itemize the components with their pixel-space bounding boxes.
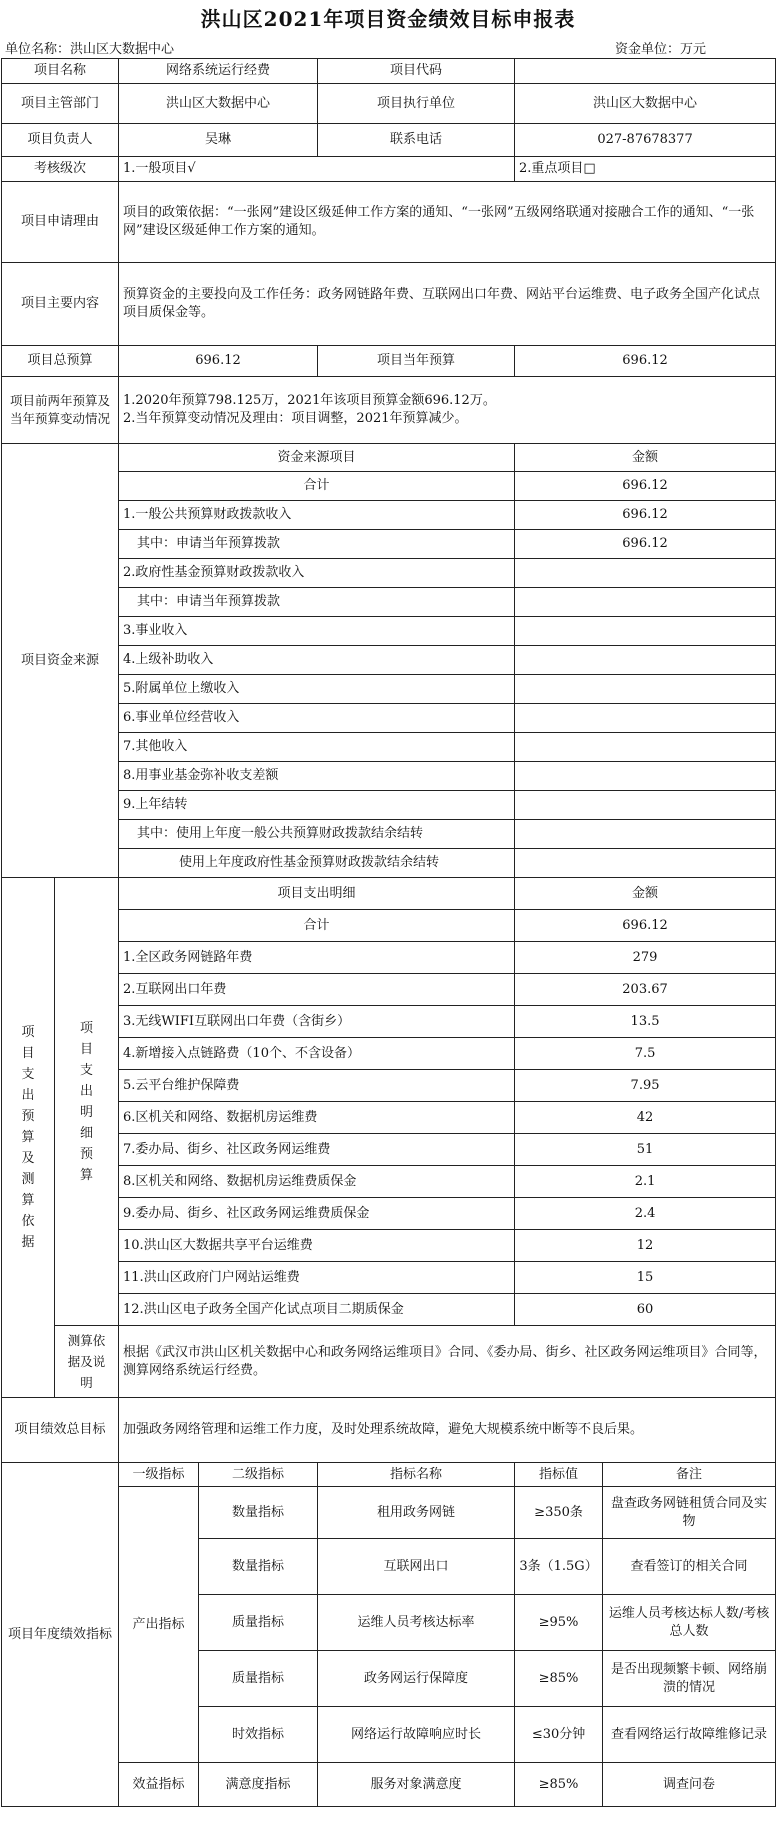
indicators-header-level1: 一级指标 (119, 1463, 199, 1487)
funding-item: 3.事业收入 (119, 617, 515, 646)
funding-item: 6.事业单位经营收入 (119, 704, 515, 733)
indicator-level2: 质量指标 (199, 1651, 318, 1707)
expense-item: 4.新增接入点链路费（10个、不含设备） (119, 1038, 515, 1070)
funding-row (2, 501, 776, 530)
row-content (2, 263, 776, 346)
funding-row (2, 791, 776, 820)
funding-amount (515, 820, 776, 849)
expense-row (2, 910, 776, 942)
funding-row (2, 849, 776, 878)
expense-row (2, 1038, 776, 1070)
expense-row (2, 1230, 776, 1262)
expense-amount: 7.5 (515, 1038, 776, 1070)
expense-row (2, 1166, 776, 1198)
page-title: 洪山区2021年项目资金绩效目标申报表 (200, 7, 576, 31)
funding-header-amount: 金额 (515, 444, 776, 472)
indicator-note: 查看网络运行故障维修记录 (603, 1707, 776, 1763)
indicators-label: 项目年度绩效指标 (2, 1463, 119, 1807)
project-name-value: 网络系统运行经费 (119, 59, 318, 84)
funding-row (2, 675, 776, 704)
funding-item: 2.政府性基金预算财政拨款收入 (119, 559, 515, 588)
row-budget (2, 346, 776, 377)
expense-row (2, 1102, 776, 1134)
indicator-name: 运维人员考核达标率 (318, 1595, 515, 1651)
funding-row (2, 559, 776, 588)
exec-unit-value: 洪山区大数据中心 (515, 84, 776, 124)
reason-text: 项目的政策依据：“一张网”建设区级延伸工作方案的通知、“一张网”五级网络联通对接融合工作的通知、“一张网”建设区级延伸工作方案的通知。 (119, 182, 776, 263)
indicator-value: ≤30分钟 (515, 1707, 603, 1763)
indicator-level2: 满意度指标 (199, 1763, 318, 1807)
expense-amount: 279 (515, 942, 776, 974)
level-option-key: 2.重点项目□ (515, 157, 776, 182)
expense-amount: 60 (515, 1294, 776, 1326)
content-text: 预算资金的主要投向及工作任务：政务网链路年费、互联网出口年费、网站平台运维费、电子政务全国产化试点项目质保金等。 (119, 263, 776, 346)
indicator-level2: 时效指标 (199, 1707, 318, 1763)
funding-row (2, 762, 776, 791)
funding-row (2, 588, 776, 617)
expense-basis-row (2, 1326, 776, 1398)
indicator-value: 3条（1.5G） (515, 1539, 603, 1595)
expense-basis-text: 根据《武汉市洪山区机关数据中心和政务网络运维项目》合同、《委办局、街乡、社区政务网运维项目》合同等，测算网络系统运行经费。 (119, 1326, 776, 1398)
expense-item: 1.全区政务网链路年费 (119, 942, 515, 974)
expense-amount: 2.4 (515, 1198, 776, 1230)
row-level (2, 157, 776, 182)
funding-row (2, 646, 776, 675)
indicator-value: ≥85% (515, 1763, 603, 1807)
owner-label: 项目负责人 (2, 124, 119, 157)
content-label: 项目主要内容 (2, 263, 119, 346)
row-project-name (2, 59, 776, 84)
change-line-2: 2.当年预算变动情况及理由：项目调整，2021年预算减少。 (123, 411, 468, 426)
funding-amount: 696.12 (515, 501, 776, 530)
funding-amount (515, 646, 776, 675)
funding-header-item: 资金来源项目 (119, 444, 515, 472)
indicators-header-level2: 二级指标 (199, 1463, 318, 1487)
project-name-label: 项目名称 (2, 59, 119, 84)
indicator-name: 政务网运行保障度 (318, 1651, 515, 1707)
expense-amount: 7.95 (515, 1070, 776, 1102)
expense-row (2, 1006, 776, 1038)
expense-item: 7.委办局、街乡、社区政务网运维费 (119, 1134, 515, 1166)
change-text (119, 377, 776, 444)
indicator-row (2, 1487, 776, 1539)
expense-item: 2.互联网出口年费 (119, 974, 515, 1006)
funding-label: 项目资金来源 (2, 444, 119, 878)
expense-amount: 51 (515, 1134, 776, 1166)
current-budget-label: 项目当年预算 (318, 346, 515, 377)
indicator-value: ≥95% (515, 1595, 603, 1651)
funding-item: 使用上年度政府性基金预算财政拨款结余结转 (119, 849, 515, 878)
dept-value: 洪山区大数据中心 (119, 84, 318, 124)
expense-label: 项目支出预算及测算依据 (2, 878, 55, 1398)
expense-amount: 42 (515, 1102, 776, 1134)
indicator-level2: 质量指标 (199, 1595, 318, 1651)
expense-amount: 203.67 (515, 974, 776, 1006)
expense-item: 9.委办局、街乡、社区政务网运维费质保金 (119, 1198, 515, 1230)
funding-amount: 696.12 (515, 472, 776, 501)
funding-amount (515, 791, 776, 820)
funding-row (2, 472, 776, 501)
funding-amount (515, 617, 776, 646)
funding-item: 其中：申请当年预算拨款 (119, 530, 515, 559)
funding-amount (515, 733, 776, 762)
expense-detail-label: 项目支出明细预算 (55, 878, 119, 1326)
funding-item: 7.其他收入 (119, 733, 515, 762)
indicator-note: 盘查政务网链租赁合同及实物 (603, 1487, 776, 1539)
indicator-name: 租用政务网链 (318, 1487, 515, 1539)
expense-row (2, 942, 776, 974)
indicator-benefit-label: 效益指标 (119, 1763, 199, 1807)
row-dept (2, 84, 776, 124)
expense-item: 10.洪山区大数据共享平台运维费 (119, 1230, 515, 1262)
expense-amount: 696.12 (515, 910, 776, 942)
funding-item: 1.一般公共预算财政拨款收入 (119, 501, 515, 530)
funding-amount (515, 704, 776, 733)
funding-item: 8.用事业基金弥补收支差额 (119, 762, 515, 791)
expense-amount: 15 (515, 1262, 776, 1294)
funding-row (2, 704, 776, 733)
expense-row (2, 1294, 776, 1326)
expense-row (2, 1070, 776, 1102)
phone-label: 联系电话 (318, 124, 515, 157)
total-budget-label: 项目总预算 (2, 346, 119, 377)
indicator-name: 互联网出口 (318, 1539, 515, 1595)
indicator-name: 服务对象满意度 (318, 1763, 515, 1807)
level-option-general: 1.一般项目√ (119, 157, 515, 182)
indicator-note: 是否出现频繁卡顿、网络崩溃的情况 (603, 1651, 776, 1707)
goal-text: 加强政务网络管理和运维工作力度，及时处理系统故障，避免大规模系统中断等不良后果。 (119, 1398, 776, 1463)
funding-row (2, 820, 776, 849)
indicators-header-row (2, 1463, 776, 1487)
row-change (2, 377, 776, 444)
unit-name: 单位名称：洪山区大数据中心 (5, 42, 175, 57)
expense-item: 3.无线WIFI互联网出口年费（含街乡） (119, 1006, 515, 1038)
indicator-output-label: 产出指标 (119, 1487, 199, 1763)
indicator-note: 查看签订的相关合同 (603, 1539, 776, 1595)
row-owner (2, 124, 776, 157)
declaration-table (1, 58, 776, 1807)
funding-item: 4.上级补助收入 (119, 646, 515, 675)
funding-row (2, 617, 776, 646)
indicator-level2: 数量指标 (199, 1487, 318, 1539)
expense-item: 8.区机关和网络、数据机房运维费质保金 (119, 1166, 515, 1198)
goal-label: 项目绩效总目标 (2, 1398, 119, 1463)
change-label: 项目前两年预算及当年预算变动情况 (2, 377, 119, 444)
total-budget-value: 696.12 (119, 346, 318, 377)
expense-row (2, 1198, 776, 1230)
funding-row (2, 733, 776, 762)
change-line-1: 1.2020年预算798.125万，2021年该项目预算金额696.12万。 (123, 393, 496, 408)
current-budget-value: 696.12 (515, 346, 776, 377)
expense-item: 12.洪山区电子政务全国产化试点项目二期质保金 (119, 1294, 515, 1326)
indicator-level2: 数量指标 (199, 1539, 318, 1595)
indicator-row (2, 1763, 776, 1807)
row-goal (2, 1398, 776, 1463)
indicator-value: ≥85% (515, 1651, 603, 1707)
currency-unit: 资金单位：万元 (614, 42, 706, 57)
funding-item: 合计 (119, 472, 515, 501)
expense-row (2, 1262, 776, 1294)
expense-header-item: 项目支出明细 (119, 878, 515, 910)
project-code-value (515, 59, 776, 84)
expense-row (2, 974, 776, 1006)
expense-item: 11.洪山区政府门户网站运维费 (119, 1262, 515, 1294)
row-reason (2, 182, 776, 263)
funding-amount (515, 588, 776, 617)
phone-value: 027-87678377 (515, 124, 776, 157)
expense-header-row (2, 878, 776, 910)
owner-value: 吴琳 (119, 124, 318, 157)
funding-row (2, 530, 776, 559)
expense-row (2, 1134, 776, 1166)
expense-basis-label: 测算依据及说明 (55, 1326, 119, 1398)
dept-label: 项目主管部门 (2, 84, 119, 124)
indicator-note: 运维人员考核达标人数/考核总人数 (603, 1595, 776, 1651)
indicator-note: 调查问卷 (603, 1763, 776, 1807)
expense-amount: 12 (515, 1230, 776, 1262)
indicators-header-name: 指标名称 (318, 1463, 515, 1487)
expense-amount: 13.5 (515, 1006, 776, 1038)
expense-amount: 2.1 (515, 1166, 776, 1198)
exec-unit-label: 项目执行单位 (318, 84, 515, 124)
funding-amount (515, 849, 776, 878)
funding-item: 其中：使用上年度一般公共预算财政拨款结余结转 (119, 820, 515, 849)
funding-amount (515, 675, 776, 704)
funding-item: 其中：申请当年预算拨款 (119, 588, 515, 617)
expense-item: 6.区机关和网络、数据机房运维费 (119, 1102, 515, 1134)
indicators-header-value: 指标值 (515, 1463, 603, 1487)
expense-header-amount: 金额 (515, 878, 776, 910)
expense-item: 5.云平台维护保障费 (119, 1070, 515, 1102)
level-label: 考核级次 (2, 157, 119, 182)
funding-amount (515, 762, 776, 791)
funding-amount: 696.12 (515, 530, 776, 559)
expense-item: 合计 (119, 910, 515, 942)
funding-item: 5.附属单位上缴收入 (119, 675, 515, 704)
funding-item: 9.上年结转 (119, 791, 515, 820)
indicators-header-note: 备注 (603, 1463, 776, 1487)
funding-amount (515, 559, 776, 588)
indicator-name: 网络运行故障响应时长 (318, 1707, 515, 1763)
project-code-label: 项目代码 (318, 59, 515, 84)
indicator-value: ≥350条 (515, 1487, 603, 1539)
reason-label: 项目申请理由 (2, 182, 119, 263)
funding-header-row (2, 444, 776, 472)
